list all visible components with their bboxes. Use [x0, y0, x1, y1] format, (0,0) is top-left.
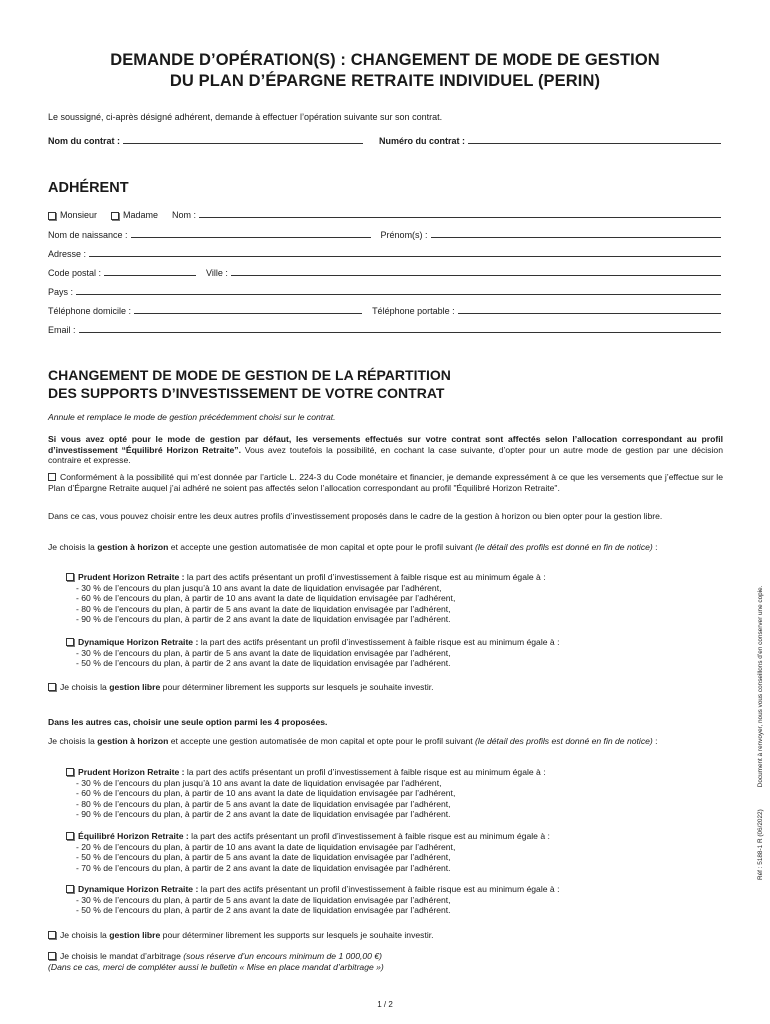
- ville-label: Ville :: [206, 268, 228, 278]
- horizon2-pre-text: Je choisis la: [48, 736, 98, 746]
- prudent-option-2: [66, 767, 726, 820]
- naissance-field[interactable]: [131, 237, 371, 238]
- prudent-line-1b: - 60 % de l’encours du plan, à partir de 10 ans avant la date de liquidation envisagée par l’adhérent,: [76, 593, 456, 603]
- equilibre-desc: la part des actifs présentant un profil d’investissement à faible risque est au minimum égale à :: [188, 831, 550, 841]
- libre-option-1: [48, 682, 434, 692]
- horizon-post-text: et accepte une gestion automatisée de mon capital et opte pour le profil suivant: [168, 542, 476, 552]
- horizon-ital-text: (le détail des profils est donné en fin de notice): [475, 542, 653, 552]
- mandat-ital-text: (sous réserve d’un encours minimum de 1 000,00 €): [183, 951, 382, 961]
- prudent-line-2a: - 30 % de l’encours du plan jusqu’à 10 ans avant la date de liquidation envisagée par l’adhérent,: [76, 777, 442, 788]
- dynamique-desc-2: la part des actifs présentant un profil d’investissement à faible risque est au minimum égale à :: [198, 884, 560, 894]
- change-heading-line-2: DES SUPPORTS D’INVESTISSEMENT DE VOTRE CONTRAT: [48, 385, 445, 401]
- libre-pre-1: Je choisis la: [60, 682, 110, 692]
- sidebar-note: [757, 560, 764, 880]
- tel-domicile-label: Téléphone domicile :: [48, 306, 132, 316]
- libre-checkbox-1[interactable]: [48, 683, 56, 691]
- horizon-pre-text: Je choisis la: [48, 542, 98, 552]
- autres-cas-text: Dans les autres cas, choisir une seule option parmi les 4 proposées.: [48, 717, 328, 727]
- email-field[interactable]: [79, 332, 721, 333]
- mandat-checkbox[interactable]: [48, 952, 56, 960]
- dynamique-name-2: Dynamique Horizon Retraite :: [78, 884, 199, 894]
- monsieur-checkbox[interactable]: [48, 212, 56, 220]
- naissance-label: Nom de naissance :: [48, 230, 128, 240]
- intro-text: Le soussigné, ci-après désigné adhérent, demande à effectuer l’opération suivante sur son contrat.: [48, 112, 443, 122]
- horizon-choice-1: [48, 542, 723, 553]
- horizon-end-text: :: [652, 542, 658, 552]
- dynamique-option-2: [66, 884, 726, 916]
- pays-label: Pays :: [48, 287, 74, 297]
- contract-row: [48, 134, 721, 146]
- title-line-1: DEMANDE D’OPÉRATION(S) : CHANGEMENT DE MODE DE GESTION: [110, 51, 660, 69]
- libre-option-2: [48, 930, 434, 940]
- horizon2-ital-text: (le détail des profils est donné en fin de notice): [475, 736, 653, 746]
- nom-label: Nom :: [172, 210, 197, 220]
- prudent-line-2b: - 60 % de l’encours du plan, à partir de 10 ans avant la date de liquidation envisagée par l’adhérent,: [76, 788, 456, 798]
- tel-portable-field[interactable]: [458, 313, 721, 314]
- equilibre-line-c: - 70 % de l’encours du plan, à partir de 2 ans avant la date de liquidation envisagée par l’adhérent.: [76, 862, 451, 873]
- horizon2-end-text: :: [652, 736, 658, 746]
- tel-domicile-field[interactable]: [134, 313, 362, 314]
- libre-checkbox-2[interactable]: [48, 931, 56, 939]
- email-row: [48, 323, 721, 335]
- title-line-2: DU PLAN D’ÉPARGNE RETRAITE INDIVIDUEL (PERIN): [169, 72, 601, 90]
- contract-name-field[interactable]: [123, 143, 363, 144]
- prudent-line-1d: - 90 % de l’encours du plan, à partir de 2 ans avant la date de liquidation envisagée par l’adhérent.: [76, 614, 451, 624]
- adresse-label: Adresse :: [48, 249, 87, 259]
- madame-label: Madame: [123, 210, 159, 220]
- prudent-name-2: Prudent Horizon Retraite :: [78, 767, 185, 777]
- change-heading-line-1: CHANGEMENT DE MODE DE GESTION DE LA RÉPARTITION: [48, 367, 451, 383]
- libre-bold-2: gestion libre: [109, 930, 161, 940]
- dynamique-option-1: [66, 637, 726, 669]
- cp-ville-row: [48, 266, 721, 278]
- defaut-rest-text: Vous avez toutefois la possibilité, en cochant la case suivante, d’opter pour un autre mode de gestion par une décision contraire et expresse.: [48, 444, 723, 465]
- horizon-choice-2: [48, 736, 723, 747]
- prudent-checkbox-2[interactable]: [66, 768, 74, 776]
- tel-portable-label: Téléphone portable :: [372, 306, 455, 316]
- pays-row: [48, 285, 721, 297]
- libre-pre-2: Je choisis la: [60, 930, 110, 940]
- sidebar-ref: Réf : 5188-1 R (06/2022): [757, 809, 764, 880]
- defaut-bold-text: Si vous avez opté pour le mode de gestion par défaut, les versements effectués sur votre contrat sont affectés selon l’allocation correspondant au profil d’investissement “Équilibré Horizon Retraite”.: [48, 434, 723, 455]
- prudent-name-1: Prudent Horizon Retraite :: [78, 572, 185, 582]
- prudent-desc-2: la part des actifs présentant un profil d’investissement à faible risque est au minimum égale à :: [184, 767, 546, 777]
- telephone-row: [48, 304, 721, 316]
- libre-post-2: pour déterminer librement les supports sur lesquels je souhaite investir.: [160, 930, 434, 940]
- dynamique-desc-1: la part des actifs présentant un profil d’investissement à faible risque est au minimum égale à :: [198, 637, 560, 647]
- conforme-paragraph: [48, 472, 723, 493]
- dynamique-line-1b: - 50 % de l’encours du plan, à partir de 2 ans avant la date de liquidation envisagée par l’adhérent.: [76, 658, 451, 668]
- dynamique-name-1: Dynamique Horizon Retraite :: [78, 637, 199, 647]
- conforme-checkbox[interactable]: [48, 473, 56, 481]
- prenom-field[interactable]: [431, 237, 721, 238]
- ville-field[interactable]: [231, 275, 721, 276]
- mandat-option: [48, 951, 384, 972]
- prudent-desc-1: la part des actifs présentant un profil d’investissement à faible risque est au minimum égale à :: [184, 572, 546, 582]
- naissance-row: [48, 228, 721, 240]
- defaut-paragraph: [48, 434, 723, 466]
- madame-checkbox[interactable]: [111, 212, 119, 220]
- code-postal-field[interactable]: [104, 275, 196, 276]
- prenom-label: Prénom(s) :: [380, 230, 428, 240]
- prudent-checkbox-1[interactable]: [66, 573, 74, 581]
- dans-ce-cas-text: Dans ce cas, vous pouvez choisir entre les deux autres profils d’investissement proposés dans le cadre de la gestion à horizon ou bien opter pour la gestion libre.: [48, 511, 663, 521]
- nom-field[interactable]: [199, 217, 721, 218]
- mandat-pre-text: Je choisis le mandat d’arbitrage: [60, 951, 184, 961]
- adresse-row: [48, 247, 721, 259]
- horizon2-bold-text: gestion à horizon: [97, 736, 169, 746]
- equilibre-option: [66, 831, 726, 873]
- page-title: [0, 50, 770, 92]
- pays-field[interactable]: [76, 294, 721, 295]
- monsieur-label: Monsieur: [60, 210, 98, 220]
- sidebar-text: Document à renvoyer, nous vous conseillons d’en conserver une copie.: [757, 585, 764, 788]
- mandat-line-2: (Dans ce cas, merci de compléter aussi le bulletin « Mise en place mandat d’arbitrage »): [48, 961, 384, 972]
- dynamique-line-2a: - 30 % de l’encours du plan, à partir de 5 ans avant la date de liquidation envisagée par l’adhérent,: [76, 894, 451, 905]
- equilibre-line-b: - 50 % de l’encours du plan, à partir de 5 ans avant la date de liquidation envisagée par l’adhérent,: [76, 852, 451, 862]
- equilibre-checkbox[interactable]: [66, 832, 74, 840]
- change-heading: [48, 366, 451, 402]
- adherent-heading: ADHÉRENT: [48, 180, 129, 196]
- annule-text: Annule et remplace le mode de gestion précédemment choisi sur le contrat.: [48, 412, 336, 422]
- libre-bold-1: gestion libre: [109, 682, 161, 692]
- code-postal-label: Code postal :: [48, 268, 102, 278]
- prudent-line-1a: - 30 % de l’encours du plan jusqu’à 10 ans avant la date de liquidation envisagée par l’adhérent,: [76, 582, 442, 593]
- horizon-bold-text: gestion à horizon: [97, 542, 169, 552]
- contract-number-label: Numéro du contrat :: [379, 136, 466, 146]
- dynamique-line-2b: - 50 % de l’encours du plan, à partir de 2 ans avant la date de liquidation envisagée par l’adhérent.: [76, 905, 451, 915]
- conforme-text: Conformément à la possibilité qui m’est donnée par l’article L. 224-3 du Code monétaire et financier, je demande expressément à ce que les versements que j’effectue sur le Plan d’Épargne Retraite auquel j’ai adhéré ne soient pas affectés selon l’allocation correspondant au profil "Équilibré Horizon Retraite".: [48, 472, 723, 493]
- equilibre-line-a: - 20 % de l’encours du plan, à partir de 10 ans avant la date de liquidation envisagée par l’adhérent,: [76, 841, 456, 852]
- page-number: 1 / 2: [377, 1000, 393, 1009]
- prudent-line-2d: - 90 % de l’encours du plan, à partir de 2 ans avant la date de liquidation envisagée par l’adhérent.: [76, 809, 451, 819]
- contract-name-label: Nom du contrat :: [48, 136, 120, 146]
- dynamique-checkbox-1[interactable]: [66, 638, 74, 646]
- horizon2-post-text: et accepte une gestion automatisée de mon capital et opte pour le profil suivant: [168, 736, 476, 746]
- email-label: Email :: [48, 325, 76, 335]
- dynamique-checkbox-2[interactable]: [66, 885, 74, 893]
- dynamique-line-1a: - 30 % de l’encours du plan, à partir de 5 ans avant la date de liquidation envisagée par l’adhérent,: [76, 647, 451, 658]
- prudent-option-1: [66, 572, 726, 625]
- adresse-field[interactable]: [89, 256, 721, 257]
- equilibre-name: Équilibré Horizon Retraite :: [78, 831, 189, 841]
- contract-number-field[interactable]: [468, 143, 721, 144]
- libre-post-1: pour déterminer librement les supports sur lesquels je souhaite investir.: [160, 682, 434, 692]
- prudent-line-2c: - 80 % de l’encours du plan, à partir de 5 ans avant la date de liquidation envisagée par l’adhérent,: [76, 798, 451, 809]
- prudent-line-1c: - 80 % de l’encours du plan, à partir de 5 ans avant la date de liquidation envisagée par l’adhérent,: [76, 603, 451, 614]
- civility-row: [48, 208, 721, 220]
